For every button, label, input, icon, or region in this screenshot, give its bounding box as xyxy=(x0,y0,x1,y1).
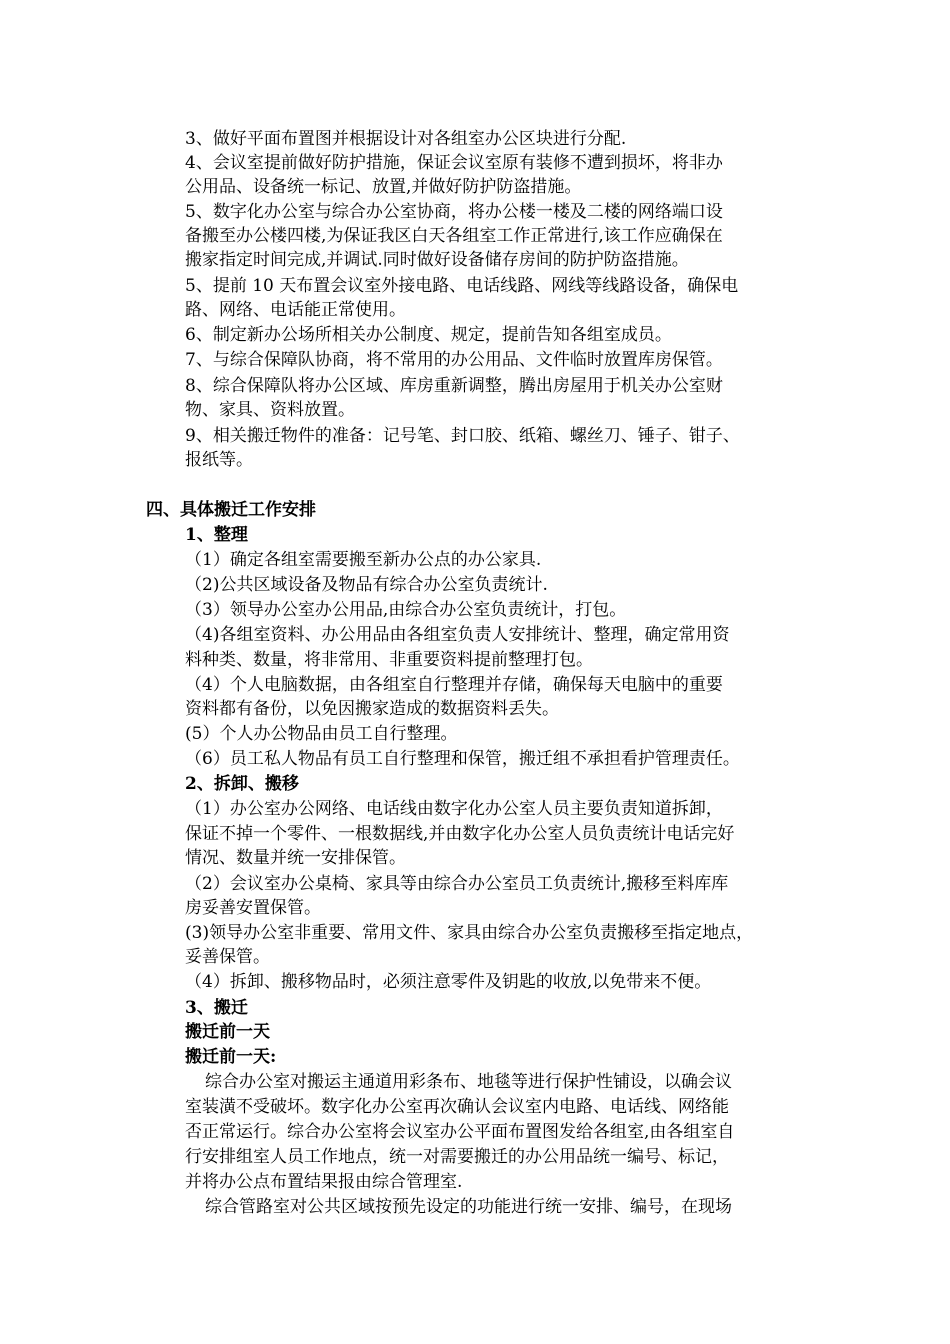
item-line: 搬家指定时间完成,并调试.同时做好设备储存房间的防护防盗措施。 xyxy=(185,250,689,270)
item-line: （6）员工私人物品有员工自行整理和保管，搬迁组不承担看护管理责任。 xyxy=(185,749,740,769)
item-line: 4、会议室提前做好防护措施，保证会议室原有装修不遭到损坏，将非办 xyxy=(185,153,723,173)
item-line: 资料都有备份，以免因搬家造成的数据资料丢失。 xyxy=(185,699,559,719)
item-line: (5）个人办公物品由员工自行整理。 xyxy=(185,724,458,744)
item-line: 备搬至办公楼四楼,为保证我区白天各组室工作正常进行,该工作应确保在 xyxy=(185,226,723,246)
item-line: 5、数字化办公室与综合办公室协商，将办公楼一楼及二楼的网络端口设 xyxy=(185,202,723,222)
section-heading: 四、具体搬迁工作安排 xyxy=(146,500,316,520)
item-line: （1）确定各组室需要搬至新办公点的办公家具. xyxy=(185,550,542,570)
item-line: （1）办公室办公网络、电话线由数字化办公室人员主要负责知道拆卸， xyxy=(185,799,723,819)
item-line: 6、制定新办公场所相关办公制度、规定，提前告知各组室成员。 xyxy=(185,325,672,345)
item-line: （4)各组室资料、办公用品由各组室负责人安排统计、整理，确定常用资 xyxy=(185,625,730,645)
item-line: （2）会议室办公桌椅、家具等由综合办公室员工负责统计,搬移至料库库 xyxy=(185,874,729,894)
paragraph-line: 并将办公点布置结果报由综合管理室. xyxy=(185,1172,463,1192)
item-line: 8、综合保障队将办公区域、库房重新调整，腾出房屋用于机关办公室财 xyxy=(185,376,723,396)
item-line: 物、家具、资料放置。 xyxy=(185,400,355,420)
item-line: 5、提前 10 天布置会议室外接电路、电话线路、网线等线路设备，确保电 xyxy=(185,276,739,296)
subsection-label: 搬迁前一天 xyxy=(185,1022,270,1042)
item-line: 9、相关搬迁物件的准备：记号笔、封口胶、纸箱、螺丝刀、锤子、钳子、 xyxy=(185,426,740,446)
item-line: （4）个人电脑数据，由各组室自行整理并存储，确保每天电脑中的重要 xyxy=(185,675,723,695)
item-line: 房妥善安置保管。 xyxy=(185,898,321,918)
item-line: 7、与综合保障队协商，将不常用的办公用品、文件临时放置库房保管。 xyxy=(185,350,723,370)
item-line: （4）拆卸、搬移物品时，必须注意零件及钥匙的收放,以免带来不便。 xyxy=(185,972,712,992)
item-line: 报纸等。 xyxy=(185,450,253,470)
item-line: 保证不掉一个零件、一根数据线,并由数字化办公室人员负责统计电话完好 xyxy=(185,824,735,844)
subsection-heading: 2、拆卸、搬移 xyxy=(185,774,299,794)
subsection-heading: 3、搬迁 xyxy=(185,998,248,1018)
paragraph-line: 行安排组室人员工作地点，统一对需要搬迁的办公用品统一编号、标记， xyxy=(185,1147,729,1167)
paragraph-line: 综合办公室对搬运主通道用彩条布、地毯等进行保护性铺设，以确会议 xyxy=(205,1072,732,1092)
subsection-label: 搬迁前一天: xyxy=(185,1047,277,1067)
item-line: （3）领导办公室办公用品,由综合办公室负责统计，打包。 xyxy=(185,600,627,620)
item-line: 妥善保管。 xyxy=(185,947,270,967)
item-line: 情况、数量并统一安排保管。 xyxy=(185,848,406,868)
subsection-heading: 1、整理 xyxy=(185,525,248,545)
paragraph-line: 综合管路室对公共区域按预先设定的功能进行统一安排、编号，在现场 xyxy=(205,1197,732,1217)
item-line: 路、网络、电话能正常使用。 xyxy=(185,300,406,320)
item-line: 3、做好平面布置图并根据设计对各组室办公区块进行分配. xyxy=(185,129,627,149)
paragraph-line: 否正常运行。综合办公室将会议室办公平面布置图发给各组室,由各组室自 xyxy=(185,1122,735,1142)
item-line: 料种类、数量，将非常用、非重要资料提前整理打包。 xyxy=(185,650,593,670)
paragraph-line: 室装潢不受破坏。数字化办公室再次确认会议室内电路、电话线、网络能 xyxy=(185,1097,729,1117)
item-line: (3)领导办公室非重要、常用文件、家具由综合办公室负责搬移至指定地点， xyxy=(185,923,754,943)
item-line: （2)公共区域设备及物品有综合办公室负责统计. xyxy=(185,575,548,595)
item-line: 公用品、设备统一标记、放置,并做好防护防盗措施。 xyxy=(185,177,582,197)
